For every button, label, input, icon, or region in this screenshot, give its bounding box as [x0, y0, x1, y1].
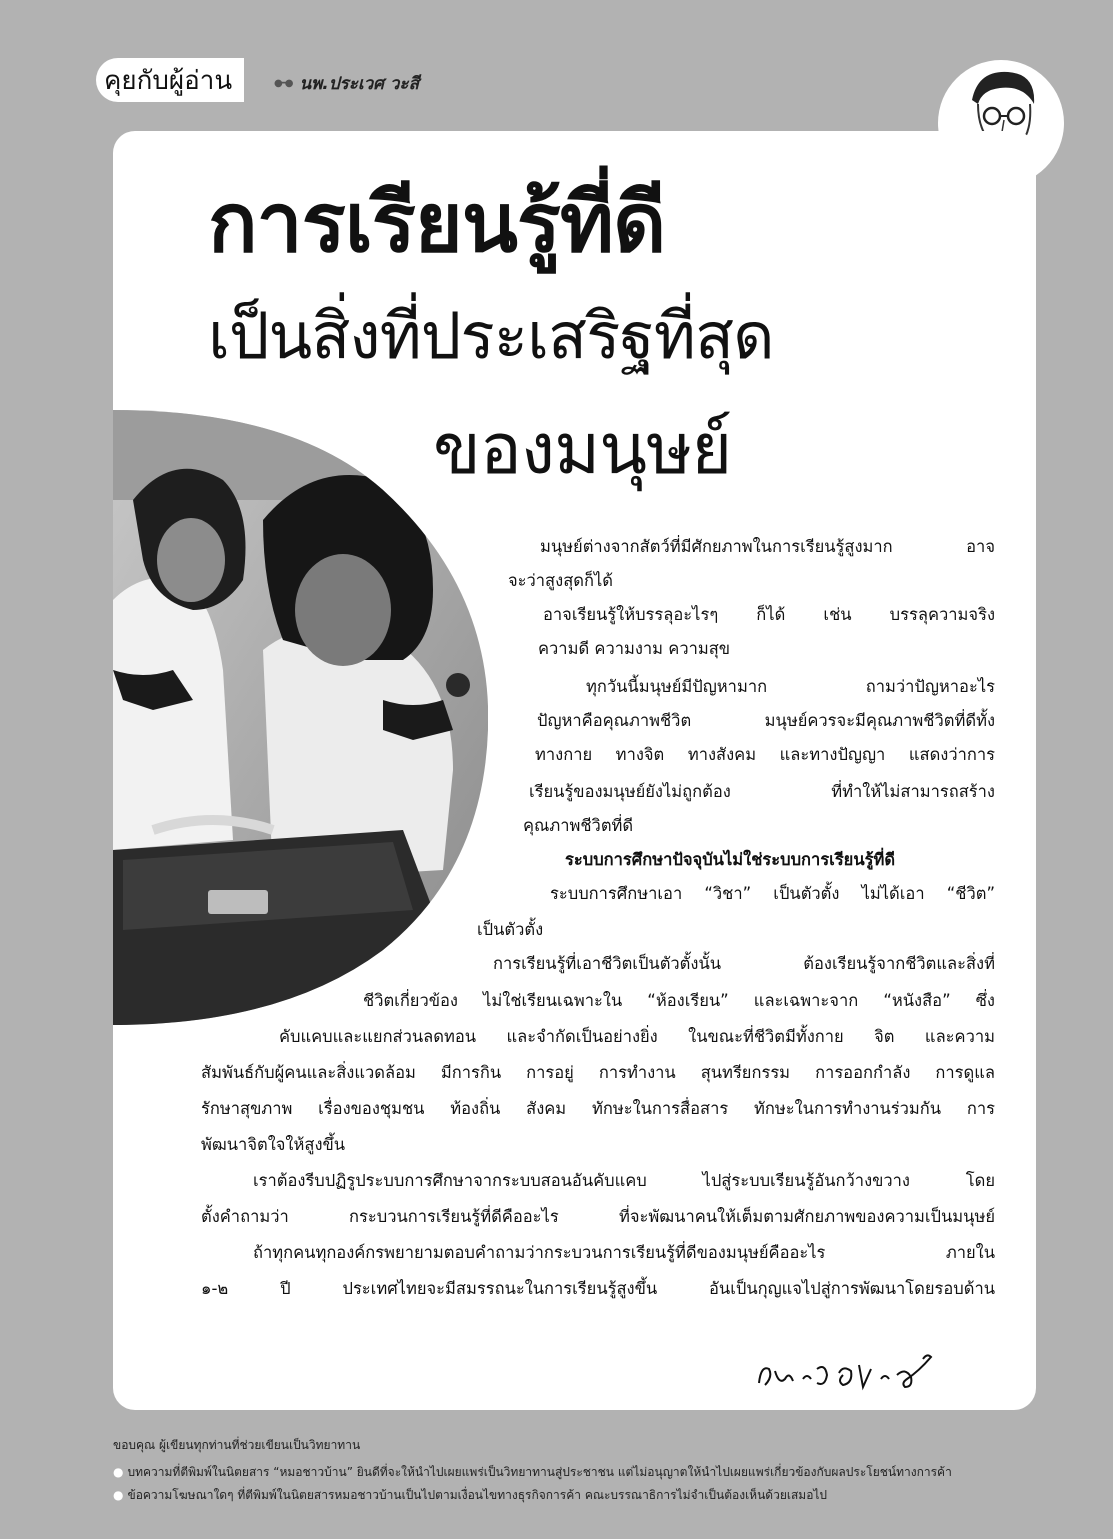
article-line: เรียนรู้ของมนุษย์ยังไม่ถูกต้อง ที่ทำให้ไม่สามารถสร้าง [529, 782, 995, 801]
headline-line-3: ของมนุษย์ [433, 408, 732, 490]
footer-note-text: บทความที่ตีพิมพ์ในนิตยสาร “หมอชาวบ้าน” ยินดีที่จะให้นำไปเผยแพร่เป็นวิทยาทานสู่ประชาชน แต่ไม่อนุญาตให้นำไปเผยแพร่เกี่ยวข้องกับผลประโยชน์ทางการค้า [127, 1465, 952, 1479]
article-line: ระบบการศึกษาเอา “วิชา” เป็นตัวตั้ง ไม่ได้เอา “ชีวิต” [550, 884, 995, 903]
signature-icon [755, 1343, 945, 1407]
article-line: ความดี ความงาม ความสุข [538, 639, 731, 658]
article-subheading: ระบบการศึกษาปัจจุบันไม่ใช่ระบบการเรียนรู้ที่ดี [565, 850, 896, 869]
byline-author-name: นพ.ประเวศ วะสี [299, 74, 419, 94]
article-line: พัฒนาจิตใจให้สูงขึ้น [201, 1135, 346, 1154]
article-line: อาจเรียนรู้ให้บรรลุอะไรๆ ก็ได้ เช่น บรรลุความจริง [543, 605, 995, 624]
footer-note [113, 1486, 827, 1505]
students-photo [113, 410, 488, 1025]
article-line: รักษาสุขภาพ เรื่องของชุมชน ท้องถิ่น สังคม ทักษะในการสื่อสาร ทักษะในการทำงานร่วมกัน การ [201, 1099, 995, 1118]
article-line: ชีวิตเกี่ยวข้อง ไม่ใช่เรียนเฉพาะใน “ห้องเรียน” และเฉพาะจาก “หนังสือ” ซึ่ง [363, 991, 995, 1010]
column-title: คุยกับผู้อ่าน [104, 65, 233, 96]
article-line: มนุษย์ต่างจากสัตว์ที่มีศักยภาพในการเรียนรู้สูงมาก อาจ [540, 537, 995, 556]
footer-credit: ขอบคุณ ผู้เขียนทุกท่านที่ช่วยเขียนเป็นวิทยาทาน [113, 1438, 361, 1452]
article-line: ถ้าทุกคนทุกองค์กรพยายามตอบคำถามว่ากระบวนการเรียนรู้ที่ดีของมนุษย์คืออะไร ภายใน [253, 1243, 995, 1262]
column-header-tab [96, 58, 244, 102]
article-line: สัมพันธ์กับผู้คนและสิ่งแวดล้อม มีการกิน การอยู่ การทำงาน สุนทรียกรรม การออกกำลัง การดูแล [201, 1063, 995, 1082]
article-line: การเรียนรู้ที่เอาชีวิตเป็นตัวตั้งนั้น ต้องเรียนรู้จากชีวิตและสิ่งที่ [493, 954, 995, 973]
article-line: จะว่าสูงสุดก็ได้ [508, 571, 613, 590]
headline-line-1: การเรียนรู้ที่ดี [208, 176, 666, 271]
author-byline [274, 70, 419, 97]
byline-dots-icon: ●━● [274, 78, 292, 89]
bullet-icon: ● [113, 1465, 124, 1479]
article-line: ทางกาย ทางจิต ทางสังคม และทางปัญญา แสดงว่าการ [535, 745, 995, 764]
article-line: ทุกวันนี้มนุษย์มีปัญหามาก ถามว่าปัญหาอะไร [586, 677, 995, 696]
article-line: เป็นตัวตั้ง [477, 920, 544, 939]
article-card [113, 131, 1036, 1410]
article-line: เราต้องรีบปฏิรูประบบการศึกษาจากระบบสอนอันคับแคบ ไปสู่ระบบเรียนรู้อันกว้างขวาง โดย [253, 1171, 995, 1190]
bullet-icon: ● [113, 1488, 124, 1502]
footer-note [113, 1463, 952, 1482]
article-line: ตั้งคำถามว่า กระบวนการเรียนรู้ที่ดีคืออะไร ที่จะพัฒนาคนให้เต็มตามศักยภาพของความเป็นมนุษย์ [201, 1207, 995, 1226]
article-line: ๑-๒ ปี ประเทศไทยจะมีสมรรถนะในการเรียนรู้สูงขึ้น อันเป็นกุญแจไปสู่การพัฒนาโดยรอบด้าน [201, 1279, 995, 1298]
article-line: คุณภาพชีวิตที่ดี [523, 816, 634, 835]
footer-note-text: ข้อความโฆษณาใดๆ ที่ตีพิมพ์ในนิตยสารหมอชาวบ้านเป็นไปตามเงื่อนไขทางธุรกิจการค้า คณะบรรณาธิการไม่จำเป็นต้องเห็นด้วยเสมอไป [127, 1488, 828, 1502]
article-line: ปัญหาคือคุณภาพชีวิต มนุษย์ควรจะมีคุณภาพชีวิตที่ดีทั้ง [537, 711, 995, 730]
article-line: คับแคบและแยกส่วนลดทอน และจำกัดเป็นอย่างยิ่ง ในขณะที่ชีวิตมีทั้งกาย จิต และความ [279, 1027, 995, 1046]
headline-line-2: เป็นสิ่งที่ประเสริฐที่สุด [208, 300, 774, 374]
